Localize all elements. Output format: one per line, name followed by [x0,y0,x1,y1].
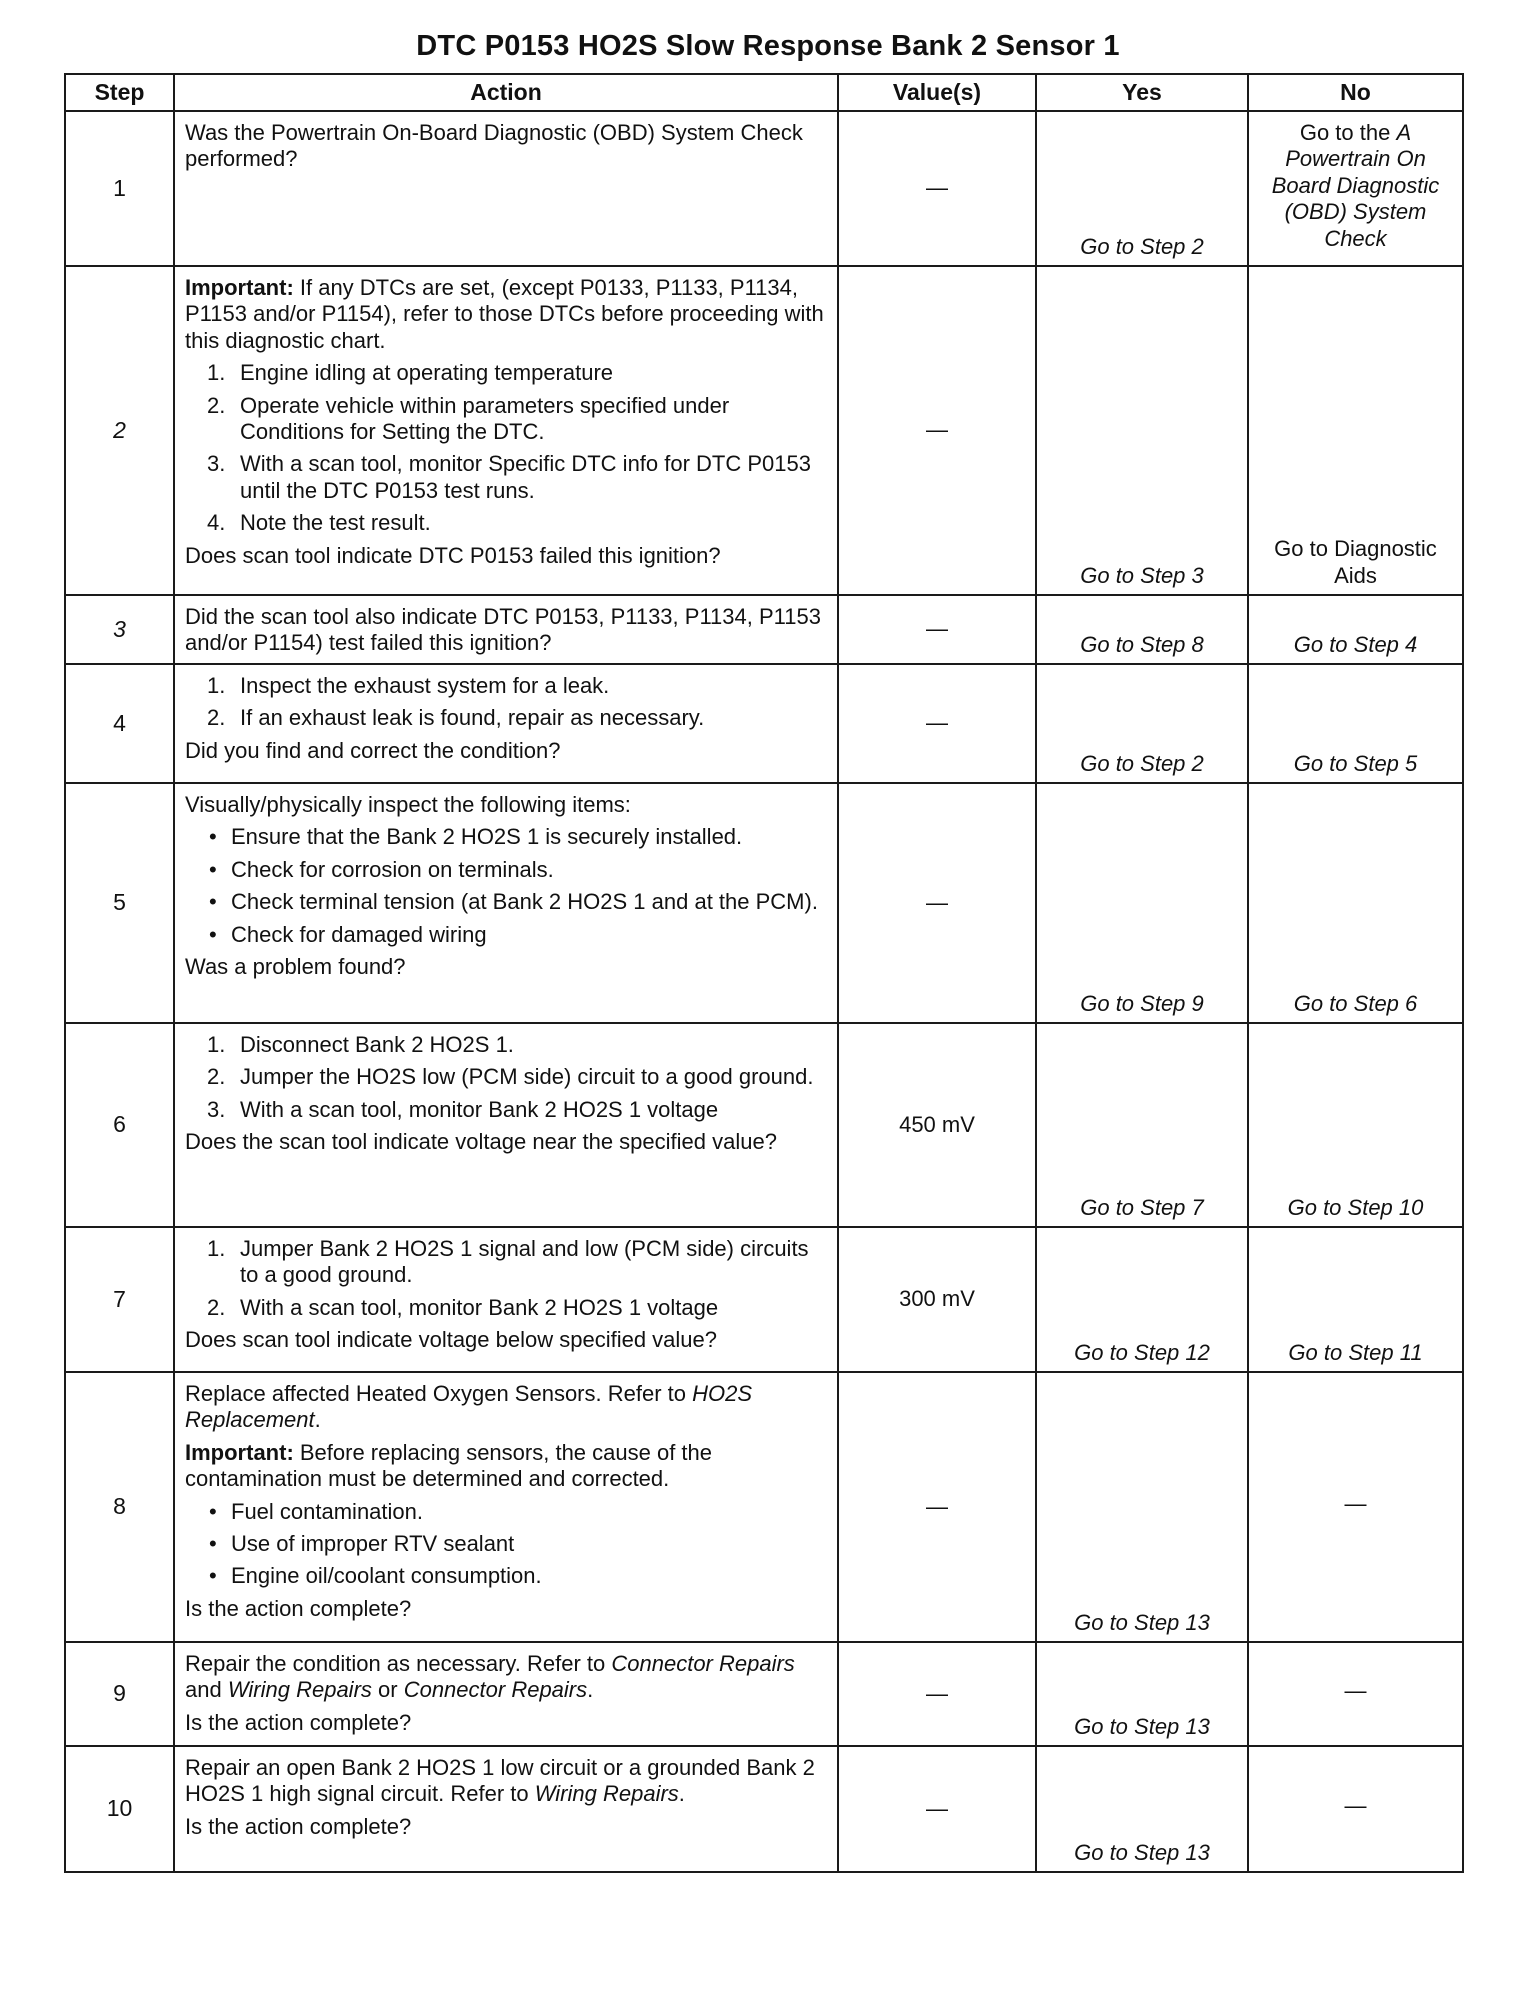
yes-outcome[interactable]: Go to Step 12 [1036,1227,1248,1372]
no-outcome[interactable]: Go to Step 6 [1248,783,1463,1023]
bullet-item: • Use of improper RTV sealant [209,1530,515,1556]
important-note [185,275,827,354]
yes-outcome[interactable]: Go to Step 13 [1036,1372,1248,1642]
step-action [174,266,838,595]
yes-outcome[interactable]: Go to Step 8 [1036,595,1248,664]
bullet-item: • Ensure that the Bank 2 HO2S 1 is securely installed. [209,824,743,850]
step-value: 450 mV [838,1023,1036,1227]
step-number: 3 [65,595,174,664]
no-outcome: — [1248,1642,1463,1746]
table-row-step-10 [65,1746,1463,1872]
important-text: If any DTCs are set, (except P0133, P1133, P1134, P1153 and/or P1154), refer to those DTCs before proceeding with this diagnostic chart. [185,275,824,353]
step-action [174,664,838,783]
no-outcome: — [1248,1372,1463,1642]
numbered-item: 4. Note the test result. [207,510,431,536]
step-value: — [838,1746,1036,1872]
step-action [174,1642,838,1746]
numbered-item: 1. Inspect the exhaust system for a leak. [207,673,610,698]
step-value: — [838,111,1036,266]
step-number: 9 [65,1642,174,1746]
step-action [174,111,838,266]
step-action [174,1023,838,1227]
action-text: Repair the condition as necessary. Refer to Connector Repairs and Wiring Repairs or Connector Repairs. [185,1651,795,1703]
reference-link[interactable]: Connector Repairs [611,1651,795,1676]
action-question: Is the action complete? [185,1709,412,1735]
step-action [174,595,838,664]
numbered-item: 2. With a scan tool, monitor Bank 2 HO2S 1 voltage [207,1294,719,1320]
step-value: — [838,595,1036,664]
step-number: 7 [65,1227,174,1372]
numbered-item: 2. Operate vehicle within parameters specified under Conditions for Setting the DTC. [207,392,730,444]
reference-link[interactable]: Wiring Repairs [227,1677,372,1703]
table-row-step-2 [65,266,1463,595]
table-header-row [65,74,1463,111]
step-value: 300 mV [838,1227,1036,1372]
bullet-item: • Check for damaged wiring [209,921,487,947]
numbered-item: 3. With a scan tool, monitor Specific DTC info for DTC P0153 until the DTC P0153 test runs. [207,451,811,503]
action-question: Does the scan tool indicate voltage near the specified value? [185,1129,777,1155]
table-row-step-1 [65,111,1463,266]
step-value: — [838,1372,1036,1642]
bullet-item: • Fuel contamination. [209,1498,423,1524]
important-label: Important: [185,275,294,300]
step-value: — [838,1642,1036,1746]
action-text: Repair an open Bank 2 HO2S 1 low circuit or a grounded Bank 2 HO2S 1 high signal circuit. Refer to Wiring Repairs. [185,1755,815,1807]
important-label: Important: [185,1439,294,1465]
important-note [185,1440,827,1493]
header-no: No [1248,74,1463,111]
no-outcome-prefix: Go to the [1299,120,1397,145]
table-row-step-3 [65,595,1463,664]
action-question: Is the action complete? [185,1595,412,1621]
table-row-step-5 [65,783,1463,1023]
action-question: Did you find and correct the condition? [185,737,561,763]
step-action [174,1746,838,1872]
reference-link[interactable]: Wiring Repairs [534,1781,679,1807]
yes-outcome[interactable]: Go to Step 9 [1036,783,1248,1023]
numbered-item: 1. Jumper Bank 2 HO2S 1 signal and low (PCM side) circuits to a good ground. [207,1236,809,1288]
action-text: Did the scan tool also indicate DTC P0153, P1133, P1134, P1153 and/or P1154) test failed this ignition? [185,604,821,656]
step-action [174,1372,838,1642]
reference-link[interactable]: Connector Repairs [403,1677,588,1703]
step-number: 2 [65,266,174,595]
yes-outcome[interactable]: Go to Step 13 [1036,1746,1248,1872]
action-text: Was the Powertrain On-Board Diagnostic (OBD) System Check performed? [185,120,803,172]
header-values: Value(s) [838,74,1036,111]
header-step: Step [65,74,174,111]
step-number: 8 [65,1372,174,1642]
numbered-item: 3. With a scan tool, monitor Bank 2 HO2S 1 voltage [207,1096,719,1122]
step-number: 1 [65,111,174,266]
action-question: Does scan tool indicate DTC P0153 failed this ignition? [185,542,721,568]
step-value: — [838,664,1036,783]
table-row-step-7 [65,1227,1463,1372]
no-outcome[interactable]: Go to Step 5 [1248,664,1463,783]
step-number: 6 [65,1023,174,1227]
step-action [174,783,838,1023]
numbered-item: 2. Jumper the HO2S low (PCM side) circuit to a good ground. [207,1064,814,1090]
step-number: 5 [65,783,174,1023]
reference-link[interactable]: HO2S Replacement [185,1381,753,1433]
action-text: Visually/physically inspect the following items: [185,792,631,817]
action-question: Does scan tool indicate voltage below specified value? [185,1327,717,1353]
no-outcome[interactable]: Go to Step 11 [1248,1227,1463,1372]
page-title: DTC P0153 HO2S Slow Response Bank 2 Sensor 1 [416,30,1120,62]
no-outcome[interactable] [1248,111,1463,266]
table-row-step-4 [65,664,1463,783]
diagnostic-table [64,73,1464,1873]
no-outcome[interactable]: Go to Step 10 [1248,1023,1463,1227]
no-outcome[interactable]: Go to Step 4 [1248,595,1463,664]
numbered-item: 2. If an exhaust leak is found, repair as necessary. [207,705,705,731]
no-outcome[interactable]: Go to Diagnostic Aids [1248,266,1463,595]
yes-outcome[interactable]: Go to Step 2 [1036,111,1248,266]
yes-outcome[interactable]: Go to Step 7 [1036,1023,1248,1227]
bullet-item: • Check terminal tension (at Bank 2 HO2S 1 and at the PCM). [209,889,818,915]
bullet-item: • Check for corrosion on terminals. [209,856,554,882]
yes-outcome[interactable]: Go to Step 2 [1036,664,1248,783]
step-value: — [838,783,1036,1023]
action-question: Was a problem found? [185,953,406,979]
step-action [174,1227,838,1372]
header-action: Action [174,74,838,111]
yes-outcome[interactable]: Go to Step 13 [1036,1642,1248,1746]
action-text: Replace affected Heated Oxygen Sensors. Refer to HO2S Replacement. [185,1381,753,1433]
action-question: Is the action complete? [185,1813,412,1839]
no-outcome-link[interactable]: A Powertrain On Board Diagnostic (OBD) System Check [1271,120,1440,251]
step-number: 10 [65,1746,174,1872]
bullet-item: • Engine oil/coolant consumption. [209,1563,542,1589]
step-value: — [838,266,1036,595]
table-row-step-6 [65,1023,1463,1227]
table-row-step-8 [65,1372,1463,1642]
numbered-item: 1. Disconnect Bank 2 HO2S 1. [207,1032,514,1057]
step-number: 4 [65,664,174,783]
numbered-item: 1. Engine idling at operating temperature [207,360,614,386]
header-yes: Yes [1036,74,1248,111]
no-outcome: — [1248,1746,1463,1872]
table-row-step-9 [65,1642,1463,1746]
yes-outcome[interactable]: Go to Step 3 [1036,266,1248,595]
important-text: Before replacing sensors, the cause of the contamination must be determined and corrected. [185,1439,713,1492]
